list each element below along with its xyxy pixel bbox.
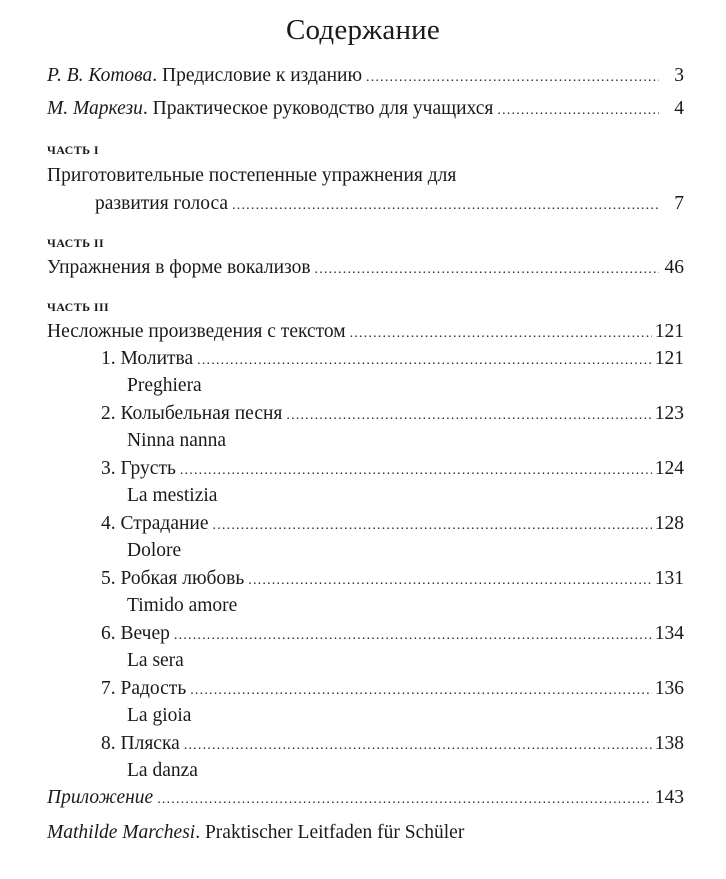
entry-title: Пляска <box>120 733 180 754</box>
entry-page: 138 <box>654 733 684 754</box>
entry-page: 136 <box>654 678 684 699</box>
entry-page: 143 <box>654 787 684 808</box>
toc-entry-part3[interactable] <box>47 321 684 343</box>
entry-subtitle: La sera <box>127 650 184 671</box>
appendix-title: Praktischer Leitfaden für Schüler <box>204 822 465 843</box>
leader-dots <box>497 103 659 119</box>
entry-page: 46 <box>664 257 684 278</box>
entry-title: Молитва <box>120 348 194 369</box>
toc-entry-song[interactable] <box>101 568 684 590</box>
entry-page: 121 <box>654 321 684 342</box>
entry-number: 8. <box>101 733 116 754</box>
toc-entry-song[interactable] <box>101 678 684 700</box>
entry-subtitle: La gioia <box>127 705 192 726</box>
part-title-line1: Приготовительные постепенные упражнения для <box>47 165 457 186</box>
leader-dots <box>184 738 652 754</box>
page-title: Содержание <box>286 14 440 46</box>
leader-dots <box>213 518 652 534</box>
entry-subtitle: Timido amore <box>127 595 238 616</box>
entry-number: 4. <box>101 513 116 534</box>
entry-subtitle: Ninna nanna <box>127 430 227 451</box>
entry-page: 131 <box>654 568 684 589</box>
entry-page: 7 <box>674 193 684 214</box>
entry-subtitle: La danza <box>127 760 198 781</box>
toc-entry-part1[interactable] <box>95 193 684 215</box>
entry-title: Робкая любовь <box>120 568 245 589</box>
toc-entry-part2[interactable] <box>47 257 684 279</box>
entry-title: Страдание <box>120 513 209 534</box>
entry-title: Вечер <box>120 623 170 644</box>
entry-number: 5. <box>101 568 116 589</box>
leader-dots <box>315 262 659 278</box>
entry-title: Практическое руководство для учащихся <box>152 98 494 119</box>
entry-number: 1. <box>101 348 116 369</box>
appendix-author: Mathilde Marchesi <box>47 822 196 843</box>
toc-entry-appendix[interactable] <box>47 787 684 809</box>
entry-title: Радость <box>120 678 187 699</box>
entry-page: 121 <box>654 348 684 369</box>
entry-author: Р. В. Котова <box>47 65 153 86</box>
entry-title: Предисловие к изданию <box>162 65 363 86</box>
leader-dots <box>248 573 651 589</box>
leader-dots <box>350 326 652 342</box>
leader-dots <box>197 353 652 369</box>
appendix-content: Mathilde Marchesi. Praktischer Leitfaden für Schüler <box>47 822 465 843</box>
entry-subtitle: Dolore <box>127 540 182 561</box>
leader-dots <box>190 683 652 699</box>
part-heading: ЧАСТЬ III <box>47 300 110 314</box>
leader-dots <box>157 792 652 808</box>
entry-title: Несложные произведения с текстом <box>47 321 346 342</box>
toc-entry-song[interactable] <box>101 458 684 480</box>
entry-number: 2. <box>101 403 116 424</box>
entry-number: 7. <box>101 678 116 699</box>
entry-page: 4 <box>674 98 684 119</box>
leader-dots <box>232 198 659 214</box>
toc-entry-song[interactable] <box>101 348 684 370</box>
leader-dots <box>180 463 652 479</box>
entry-subtitle: Preghiera <box>127 375 202 396</box>
toc-entry-song[interactable] <box>101 733 684 755</box>
entry-title: Приложение <box>47 787 154 808</box>
entry-title: Грусть <box>120 458 176 479</box>
toc-entry-preface[interactable]: Р. В. Котова. Предисловие к изданию ..... 3 <box>47 65 684 87</box>
entry-author: М. Маркези <box>47 98 143 119</box>
toc-entry-song[interactable] <box>101 513 684 535</box>
leader-dots <box>174 628 652 644</box>
toc-entry-guide[interactable]: М. Маркези. Практическое руководство для учащихся ..... 4 <box>47 98 684 120</box>
entry-page: 124 <box>654 458 684 479</box>
entry-subtitle: La mestizia <box>127 485 218 506</box>
entry-title: Колыбельная песня <box>120 403 283 424</box>
leader-dots <box>366 70 659 86</box>
entry-title: Упражнения в форме вокализов <box>47 257 311 278</box>
entry-page: 123 <box>654 403 684 424</box>
toc-entry-song[interactable] <box>101 403 684 425</box>
entry-number: 3. <box>101 458 116 479</box>
part-heading: ЧАСТЬ I <box>47 143 99 157</box>
part-heading: ЧАСТЬ II <box>47 236 105 250</box>
entry-page: 128 <box>654 513 684 534</box>
leader-dots <box>286 408 651 424</box>
entry-page: 134 <box>654 623 684 644</box>
toc-entry-song[interactable] <box>101 623 684 645</box>
entry-title: развития голоса <box>95 193 229 214</box>
entry-page: 3 <box>674 65 684 86</box>
entry-number: 6. <box>101 623 116 644</box>
